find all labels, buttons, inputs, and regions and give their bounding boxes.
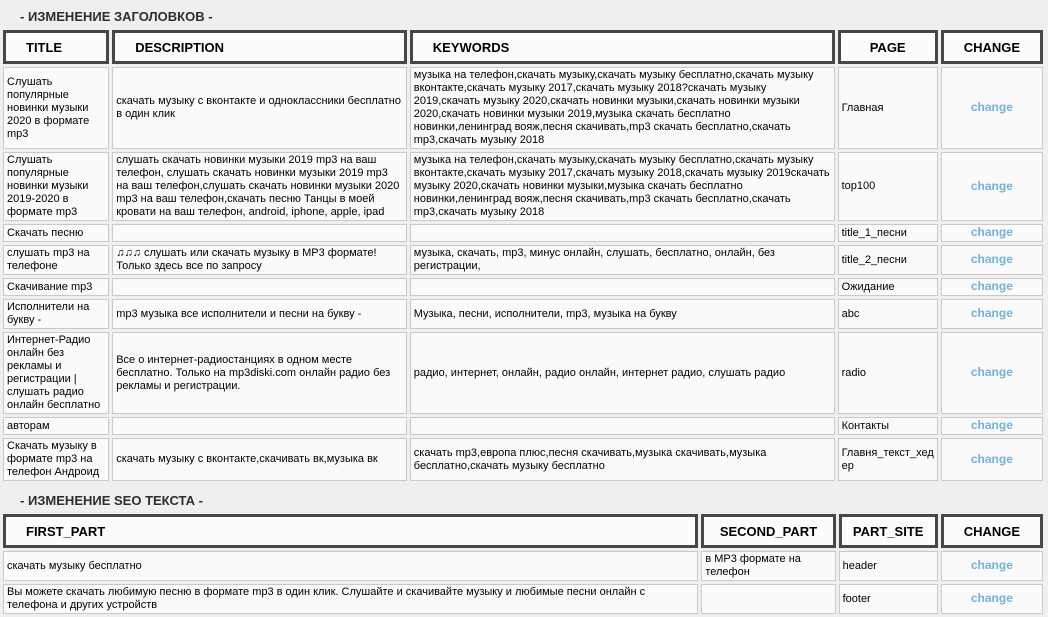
column-header-second_part: SECOND_PART — [701, 514, 835, 548]
cell-page: top100 — [838, 152, 938, 221]
cell-keywords — [410, 417, 835, 435]
cell-second_part — [701, 584, 835, 614]
cell-change — [941, 67, 1043, 149]
cell-change — [941, 152, 1043, 221]
column-header-page: PAGE — [838, 30, 938, 64]
seo-text-table — [0, 511, 1046, 617]
cell-keywords: музыка на телефон,скачать музыку,скачать музыку бесплатно,скачать музыку вконтакте,скачать музыку 2017,скачать музыку 2018,скачать музыку 2019скачать музыку 2020,скачать новинки музыки,музыка скачать бесплатно новинки,ленинград вояж,песня скачивать,mp3 скачать бесплатно,скачать mp3,скачать музыку 2018 — [410, 152, 835, 221]
cell-title: Слушать популярные новинки музыки 2020 в формате mp3 — [3, 67, 109, 149]
cell-page: Ожидание — [838, 278, 938, 296]
cell-page: title_1_песни — [838, 224, 938, 242]
cell-page: Главня_текст_хедер — [838, 438, 938, 481]
cell-description: слушать скачать новинки музыки 2019 mp3 на ваш телефон, слушать скачать новинки музыки 2019 mp3 на ваш телефон,слушать скачать новинки музыки 2020 mp3 на ваш телефон,скачать песню Танцы в моей кровати на ваш телефон, android, iphone, apple, ipad — [112, 152, 407, 221]
table-row — [3, 332, 1043, 414]
cell-keywords: Музыка, песни, исполнители, mp3, музыка на букву — [410, 299, 835, 329]
cell-first_part: скачать музыку бесплатно — [3, 551, 698, 581]
table-row — [3, 245, 1043, 275]
cell-title: Скачать песню — [3, 224, 109, 242]
cell-part_site: header — [839, 551, 938, 581]
cell-title: Интернет-Радио онлайн без рекламы и регистрации | слушать радио онлайн бесплатно — [3, 332, 109, 414]
change-link[interactable]: change — [970, 178, 1013, 193]
cell-first_part: Вы можете скачать любимую песню в формате mp3 в один клик. Слушайте и скачивайте музыку и любимые песни онлайн с телефона и других устройств — [3, 584, 698, 614]
table-row — [3, 152, 1043, 221]
cell-title: Слушать популярные новинки музыки 2019-2020 в формате mp3 — [3, 152, 109, 221]
section-title-seo-text-change: - ИЗМЕНЕНИЕ SEO ТЕКСТА - — [20, 493, 203, 508]
change-link[interactable]: change — [970, 558, 1013, 572]
cell-keywords: музыка, скачать, mp3, минус онлайн, слушать, бесплатно, онлайн, без регистрации, — [410, 245, 835, 275]
cell-description: скачать музыку с вконтакте,скачивать вк,музыка вк — [112, 438, 407, 481]
cell-keywords: музыка на телефон,скачать музыку,скачать музыку бесплатно,скачать музыку вконтакте,скачать музыку 2017,скачать музыку 2018?скачать музыку 2019,скачать музыку 2020,скачать новинки музыки,скачать новинки музыки 2020,скачать новинки музыки 2019,музыка скачать бесплатно новинки,ленинград вояж,песня скачивать,mp3 скачать бесплатно,скачать mp3,скачать музыку 2018 — [410, 67, 835, 149]
change-link[interactable]: change — [970, 279, 1013, 293]
cell-description — [112, 417, 407, 435]
table-header-row — [3, 514, 1043, 548]
cell-keywords: радио, интернет, онлайн, радио онлайн, интернет радио, слушать радио — [410, 332, 835, 414]
cell-page: Главная — [838, 67, 938, 149]
change-link[interactable]: change — [970, 365, 1013, 379]
cell-title: Скачать музыку в формате mp3 на телефон Андроид — [3, 438, 109, 481]
cell-page: abc — [838, 299, 938, 329]
cell-title: авторам — [3, 417, 109, 435]
table-header-row — [3, 30, 1043, 64]
cell-change — [941, 245, 1043, 275]
cell-keywords — [410, 224, 835, 242]
column-header-change: CHANGE — [941, 514, 1043, 548]
cell-change — [941, 332, 1043, 414]
cell-description: mp3 музыка все исполнители и песни на букву - — [112, 299, 407, 329]
cell-part_site: footer — [839, 584, 938, 614]
headers-change-table — [0, 27, 1046, 484]
change-link[interactable]: change — [970, 418, 1013, 432]
cell-description: скачать музыку с вконтакте и одноклассники бесплатно в один клик — [112, 67, 407, 149]
table-row — [3, 278, 1043, 296]
cell-change — [941, 224, 1043, 242]
column-header-description: DESCRIPTION — [112, 30, 407, 64]
cell-keywords: скачать mp3,европа плюс,песня скачивать,музыка скачивать,музыка бесплатно,скачать музыку бесплатно — [410, 438, 835, 481]
change-link[interactable]: change — [970, 252, 1013, 266]
table-row — [3, 551, 1043, 581]
cell-page: radio — [838, 332, 938, 414]
cell-title: Исполнители на букву - — [3, 299, 109, 329]
cell-page: title_2_песни — [838, 245, 938, 275]
change-link[interactable]: change — [970, 451, 1013, 466]
cell-title: слушать mp3 на телефоне — [3, 245, 109, 275]
cell-second_part: в MP3 формате на телефон — [701, 551, 835, 581]
table-row — [3, 67, 1043, 149]
cell-keywords — [410, 278, 835, 296]
table-row — [3, 224, 1043, 242]
cell-change — [941, 278, 1043, 296]
cell-change — [941, 299, 1043, 329]
change-link[interactable]: change — [970, 225, 1013, 239]
column-header-part_site: PART_SITE — [839, 514, 938, 548]
cell-change — [941, 417, 1043, 435]
table-row — [3, 584, 1043, 614]
change-link[interactable]: change — [970, 306, 1013, 320]
table-row — [3, 417, 1043, 435]
section-title-headers-change: - ИЗМЕНЕНИЕ ЗАГОЛОВКОВ - — [20, 9, 213, 24]
table-row — [3, 438, 1043, 481]
cell-description — [112, 278, 407, 296]
cell-change — [941, 438, 1043, 481]
cell-change — [941, 551, 1043, 581]
change-link[interactable]: change — [970, 100, 1013, 114]
cell-title: Скачивание mp3 — [3, 278, 109, 296]
cell-page: Контакты — [838, 417, 938, 435]
column-header-change: CHANGE — [941, 30, 1043, 64]
change-link[interactable]: change — [970, 591, 1013, 605]
column-header-keywords: KEYWORDS — [410, 30, 835, 64]
column-header-title: TITLE — [3, 30, 109, 64]
column-header-first_part: FIRST_PART — [3, 514, 698, 548]
cell-change — [941, 584, 1043, 614]
cell-description: Все о интернет-радиостанциях в одном месте бесплатно. Только на mp3diski.com онлайн радио без рекламы и регистрации. — [112, 332, 407, 414]
cell-description: ♫♫♫ слушать или скачать музыку в MP3 формате! Только здесь все по запросу — [112, 245, 407, 275]
cell-description — [112, 224, 407, 242]
table-row — [3, 299, 1043, 329]
